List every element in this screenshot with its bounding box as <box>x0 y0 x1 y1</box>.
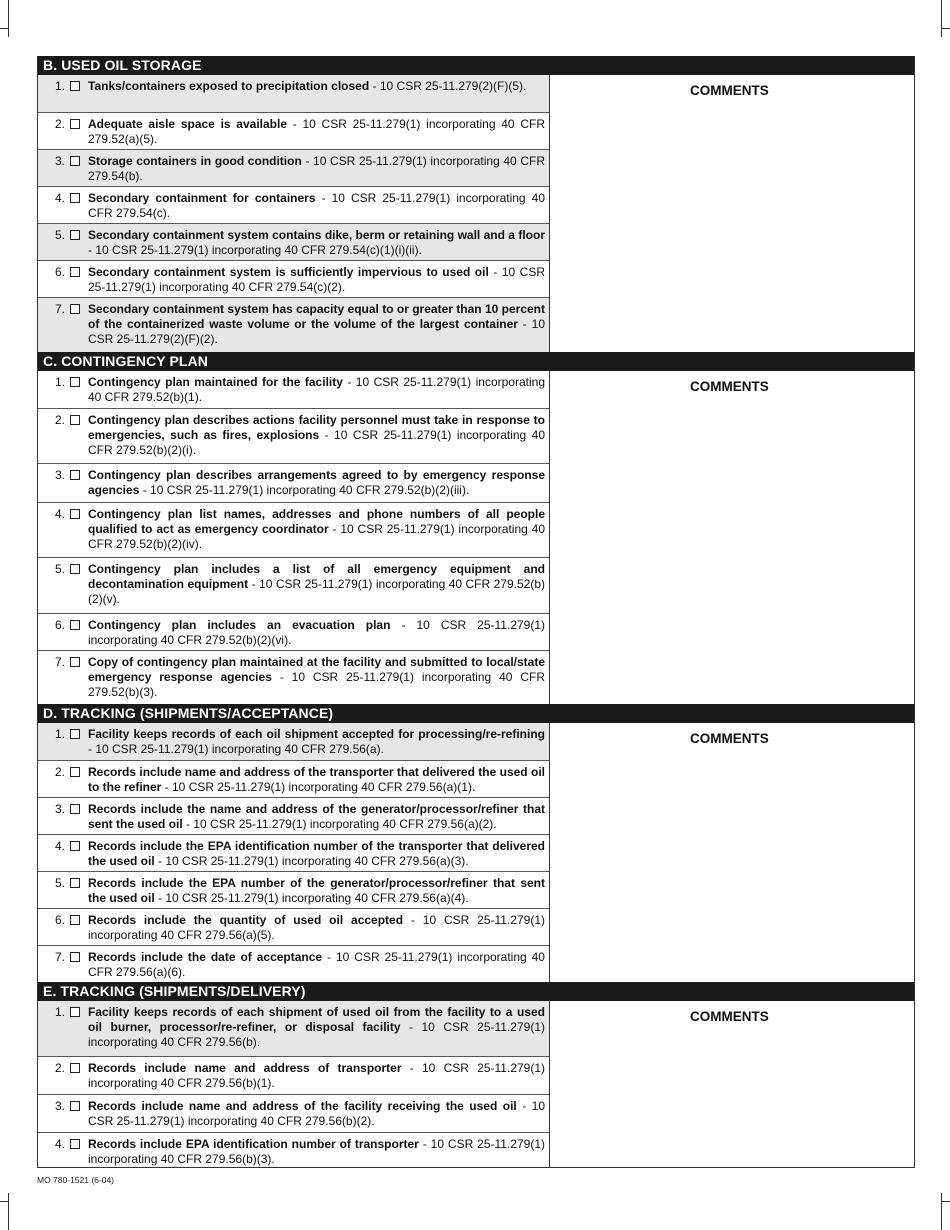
crop-mark-tl-h <box>0 28 8 29</box>
item-requirement: Tanks/containers exposed to precipitation closed <box>88 79 370 93</box>
item-citation: - 10 CSR 25-11.279(1) incorporating 40 CFR 279.56(a)(5). <box>88 913 545 942</box>
item-text <box>88 876 545 906</box>
comments-area[interactable] <box>550 371 914 704</box>
checklist-item <box>38 149 549 186</box>
item-citation: - 10 CSR 25-11.279(1) incorporating 40 CFR 279.54(c)(2). <box>88 265 546 294</box>
checklist-items <box>38 1001 550 1167</box>
checklist-item <box>38 557 549 613</box>
item-number: 2. <box>54 1061 65 1075</box>
comments-label: COMMENTS <box>690 83 769 98</box>
item-checkbox[interactable] <box>70 415 80 425</box>
item-citation: - 10 CSR 25-11.279(2)(F)(5). <box>369 79 527 93</box>
item-citation: - 10 CSR 25-11.279(1) incorporating 40 CFR 279.54(c)(1)(i)(ii). <box>88 243 422 257</box>
item-number: 7. <box>54 655 65 669</box>
item-text <box>88 507 545 555</box>
item-citation: - 10 CSR 25-11.279(1) incorporating 40 CFR 279.54(c). <box>88 191 545 220</box>
item-requirement: Secondary containment system has capacity equal to or greater than 10 percent of the containerized waste volume or the volume of the largest container <box>88 302 545 331</box>
item-number: 5. <box>54 562 65 576</box>
item-citation: - 10 CSR 25-11.279(1) incorporating 40 CFR 279.54(b). <box>88 154 545 183</box>
item-citation: - 10 CSR 25-11.279(1) incorporating 40 CFR 279.52(b)(2)(vi). <box>88 618 546 647</box>
item-checkbox[interactable] <box>70 1101 80 1111</box>
item-checkbox[interactable] <box>70 767 80 777</box>
item-number: 6. <box>54 618 65 632</box>
section-title: B. USED OIL STORAGE <box>38 56 914 75</box>
item-text <box>88 950 545 980</box>
item-number: 4. <box>54 507 65 521</box>
item-checkbox[interactable] <box>70 509 80 519</box>
item-citation: - 10 CSR 25-11.279(1) incorporating 40 CFR 279.56(b)(1). <box>88 1061 546 1090</box>
item-number: 7. <box>54 950 65 964</box>
item-checkbox[interactable] <box>70 564 80 574</box>
item-requirement: Contingency plan describes actions facility personnel must take in response to emergencies, such as fires, explosions <box>88 413 545 442</box>
item-requirement: Records include EPA identification number of transporter <box>88 1137 419 1151</box>
item-citation: - 10 CSR 25-11.279(1) incorporating 40 CFR 279.52(b)(2)(i). <box>88 428 545 457</box>
item-checkbox[interactable] <box>70 230 80 240</box>
checklist-item <box>38 371 549 408</box>
inspection-checklist-form <box>37 56 915 1168</box>
comments-label: COMMENTS <box>690 731 769 746</box>
item-citation: - 10 CSR 25-11.279(1) incorporating 40 CFR 279.52(a)(5). <box>88 117 545 146</box>
checklist-item <box>38 463 549 502</box>
item-citation: - 10 CSR 25-11.279(1) incorporating 40 CFR 279.56(b)(3). <box>88 1137 545 1166</box>
comments-label: COMMENTS <box>690 1009 769 1024</box>
item-checkbox[interactable] <box>70 304 80 314</box>
item-text <box>88 655 545 702</box>
item-text <box>88 468 545 500</box>
item-checkbox[interactable] <box>70 81 80 91</box>
item-requirement: Contingency plan includes a list of all emergency equipment and decontamination equipment <box>88 562 545 591</box>
checklist-item <box>38 1001 549 1056</box>
section-body <box>38 75 914 352</box>
item-citation: - 10 CSR 25-11.279(1) incorporating 40 CFR 279.56(a)(3). <box>154 854 469 868</box>
item-text <box>88 265 545 295</box>
item-citation: - 10 CSR 25-11.279(1) incorporating 40 CFR 279.56(b)(2). <box>88 1099 545 1128</box>
item-checkbox[interactable] <box>70 267 80 277</box>
item-text <box>88 765 545 795</box>
crop-mark-br-v <box>941 1193 942 1230</box>
item-citation: - 10 CSR 25-11.279(1) incorporating 40 CFR 279.56(a)(6). <box>88 950 545 979</box>
checklist-item <box>38 408 549 463</box>
item-text <box>88 117 545 147</box>
item-requirement: Storage containers in good condition <box>88 154 302 168</box>
checklist-item <box>38 760 549 797</box>
item-citation: - 10 CSR 25-11.279(1) incorporating 40 CFR 279.56(b). <box>88 1020 545 1049</box>
checklist-item <box>38 834 549 871</box>
item-text <box>88 913 545 943</box>
crop-mark-tr-h <box>942 28 950 29</box>
item-checkbox[interactable] <box>70 1063 80 1073</box>
item-number: 2. <box>54 413 65 427</box>
checklist-item <box>38 186 549 223</box>
checklist-item <box>38 1132 549 1167</box>
item-citation: - 10 CSR 25-11.279(1) incorporating 40 CFR 279.56(a)(1). <box>161 780 476 794</box>
section-title: D. TRACKING (SHIPMENTS/ACCEPTANCE) <box>38 704 914 723</box>
item-requirement: Facility keeps records of each oil shipment accepted for processing/re-refining <box>88 727 545 741</box>
item-requirement: Contingency plan includes an evacuation plan <box>88 618 391 632</box>
item-requirement: Facility keeps records of each shipment of used oil from the facility to a used oil burner, processor/re-refiner, or disposal facility <box>88 1005 545 1034</box>
item-text <box>88 154 545 184</box>
item-checkbox[interactable] <box>70 377 80 387</box>
item-checkbox[interactable] <box>70 952 80 962</box>
section-title: C. CONTINGENCY PLAN <box>38 352 914 371</box>
checklist-items <box>38 723 550 982</box>
item-text <box>88 375 545 406</box>
item-number: 4. <box>54 1137 65 1151</box>
checklist-item <box>38 797 549 834</box>
checklist-item <box>38 223 549 260</box>
item-citation: - 10 CSR 25-11.279(1) incorporating 40 CFR 279.56(a)(4). <box>154 891 469 905</box>
item-text <box>88 1005 545 1054</box>
section-c <box>38 352 914 704</box>
item-number: 4. <box>54 839 65 853</box>
item-checkbox[interactable] <box>70 119 80 129</box>
item-text <box>88 191 545 221</box>
checklist-item <box>38 908 549 945</box>
item-number: 3. <box>54 154 65 168</box>
item-number: 2. <box>54 117 65 131</box>
item-number: 4. <box>54 191 65 205</box>
item-requirement: Records include name and address of the facility receiving the used oil <box>88 1099 517 1113</box>
checklist-item <box>38 945 549 982</box>
item-requirement: Secondary containment system is sufficiently impervious to used oil <box>88 265 489 279</box>
comments-area[interactable] <box>550 723 914 982</box>
section-body <box>38 723 914 982</box>
item-requirement: Records include name and address of the transporter that delivered the used oil to the refiner <box>88 765 545 794</box>
crop-mark-br-h <box>942 1201 950 1202</box>
item-checkbox[interactable] <box>70 657 80 667</box>
item-text <box>88 562 545 611</box>
checklist-items <box>38 75 550 352</box>
checklist-item <box>38 650 549 704</box>
item-requirement: Copy of contingency plan maintained at the facility and submitted to local/state emergency response agencies <box>88 655 545 684</box>
item-requirement: Contingency plan list names, addresses and phone numbers of all people qualified to act as emergency coordinator <box>88 507 545 536</box>
item-checkbox[interactable] <box>70 804 80 814</box>
item-requirement: Records include name and address of transporter <box>88 1061 402 1075</box>
section-b <box>38 56 914 352</box>
item-text <box>88 228 545 258</box>
item-number: 6. <box>54 265 65 279</box>
item-text <box>88 413 545 461</box>
item-text <box>88 1099 545 1130</box>
section-body <box>38 1001 914 1167</box>
crop-mark-bl-h <box>0 1201 8 1202</box>
item-number: 3. <box>54 802 65 816</box>
item-checkbox[interactable] <box>70 915 80 925</box>
checklist-items <box>38 371 550 704</box>
item-text <box>88 302 545 350</box>
comments-label: COMMENTS <box>690 379 769 394</box>
checklist-item <box>38 260 549 297</box>
item-number: 1. <box>54 1005 65 1019</box>
comments-area[interactable] <box>550 75 914 352</box>
section-title: E. TRACKING (SHIPMENTS/DELIVERY) <box>38 982 914 1001</box>
checklist-item <box>38 1056 549 1094</box>
item-checkbox[interactable] <box>70 156 80 166</box>
item-checkbox[interactable] <box>70 841 80 851</box>
item-number: 6. <box>54 913 65 927</box>
item-requirement: Secondary containment for containers <box>88 191 316 205</box>
checklist-item <box>38 502 549 557</box>
item-number: 1. <box>54 727 65 741</box>
form-number: MO 780-1521 (6-04) <box>37 1175 115 1185</box>
item-checkbox[interactable] <box>70 193 80 203</box>
item-citation: - 10 CSR 25-11.279(1) incorporating 40 CFR 279.52(b)(1). <box>88 375 545 404</box>
item-number: 5. <box>54 876 65 890</box>
item-checkbox[interactable] <box>70 620 80 630</box>
item-requirement: Adequate aisle space is available <box>88 117 288 131</box>
checklist-item <box>38 75 549 112</box>
item-requirement: Records include the date of acceptance <box>88 950 323 964</box>
checklist-item <box>38 871 549 908</box>
section-d <box>38 704 914 982</box>
item-number: 2. <box>54 765 65 779</box>
item-citation: - 10 CSR 25-11.279(1) incorporating 40 CFR 279.56(a). <box>88 742 384 756</box>
section-e <box>38 982 914 1167</box>
item-number: 1. <box>54 79 65 93</box>
item-checkbox[interactable] <box>70 878 80 888</box>
checklist-item <box>38 613 549 650</box>
item-requirement: Records include the EPA number of the generator/processor/refiner that sent the used oil <box>88 876 545 905</box>
item-text <box>88 618 545 648</box>
item-text <box>88 839 545 869</box>
item-text <box>88 1137 545 1165</box>
checklist-item <box>38 1094 549 1132</box>
item-text <box>88 1061 545 1092</box>
item-citation: - 10 CSR 25-11.279(1) incorporating 40 CFR 279.52(b)(2)(v). <box>88 577 545 606</box>
item-citation: - 10 CSR 25-11.279(1) incorporating 40 CFR 279.52(b)(2)(iv). <box>88 522 545 551</box>
checklist-item <box>38 297 549 352</box>
crop-mark-tl-v <box>8 0 9 37</box>
item-number: 7. <box>54 302 65 316</box>
item-checkbox[interactable] <box>70 1139 80 1149</box>
item-requirement: Records include the quantity of used oil accepted <box>88 913 404 927</box>
item-number: 5. <box>54 228 65 242</box>
item-requirement: Contingency plan maintained for the facility <box>88 375 343 389</box>
crop-mark-bl-v <box>8 1193 9 1230</box>
item-number: 3. <box>54 1099 65 1113</box>
item-requirement: Secondary containment system contains dike, berm or retaining wall and a floor <box>88 228 545 242</box>
checklist-item <box>38 723 549 760</box>
item-requirement: Records include the EPA identification number of the transporter that delivered the used oil <box>88 839 545 868</box>
item-text <box>88 79 545 110</box>
item-number: 1. <box>54 375 65 389</box>
section-body <box>38 371 914 704</box>
item-number: 3. <box>54 468 65 482</box>
item-text <box>88 802 545 832</box>
checklist-item <box>38 112 549 149</box>
item-citation: - 10 CSR 25-11.279(2)(F)(2). <box>88 317 545 346</box>
item-citation: - 10 CSR 25-11.279(1) incorporating 40 CFR 279.52(b)(2)(iii). <box>139 483 470 497</box>
item-requirement: Records include the name and address of the generator/processor/refiner that sent the used oil <box>88 802 545 831</box>
item-citation: - 10 CSR 25-11.279(1) incorporating 40 CFR 279.52(b)(3). <box>88 670 545 699</box>
item-requirement: Contingency plan describes arrangements agreed to by emergency response agencies <box>88 468 545 497</box>
item-citation: - 10 CSR 25-11.279(1) incorporating 40 CFR 279.56(a)(2). <box>182 817 497 831</box>
item-checkbox[interactable] <box>70 729 80 739</box>
item-text <box>88 727 545 758</box>
comments-area[interactable] <box>550 1001 914 1167</box>
item-checkbox[interactable] <box>70 470 80 480</box>
item-checkbox[interactable] <box>70 1007 80 1017</box>
crop-mark-tr-v <box>941 0 942 37</box>
